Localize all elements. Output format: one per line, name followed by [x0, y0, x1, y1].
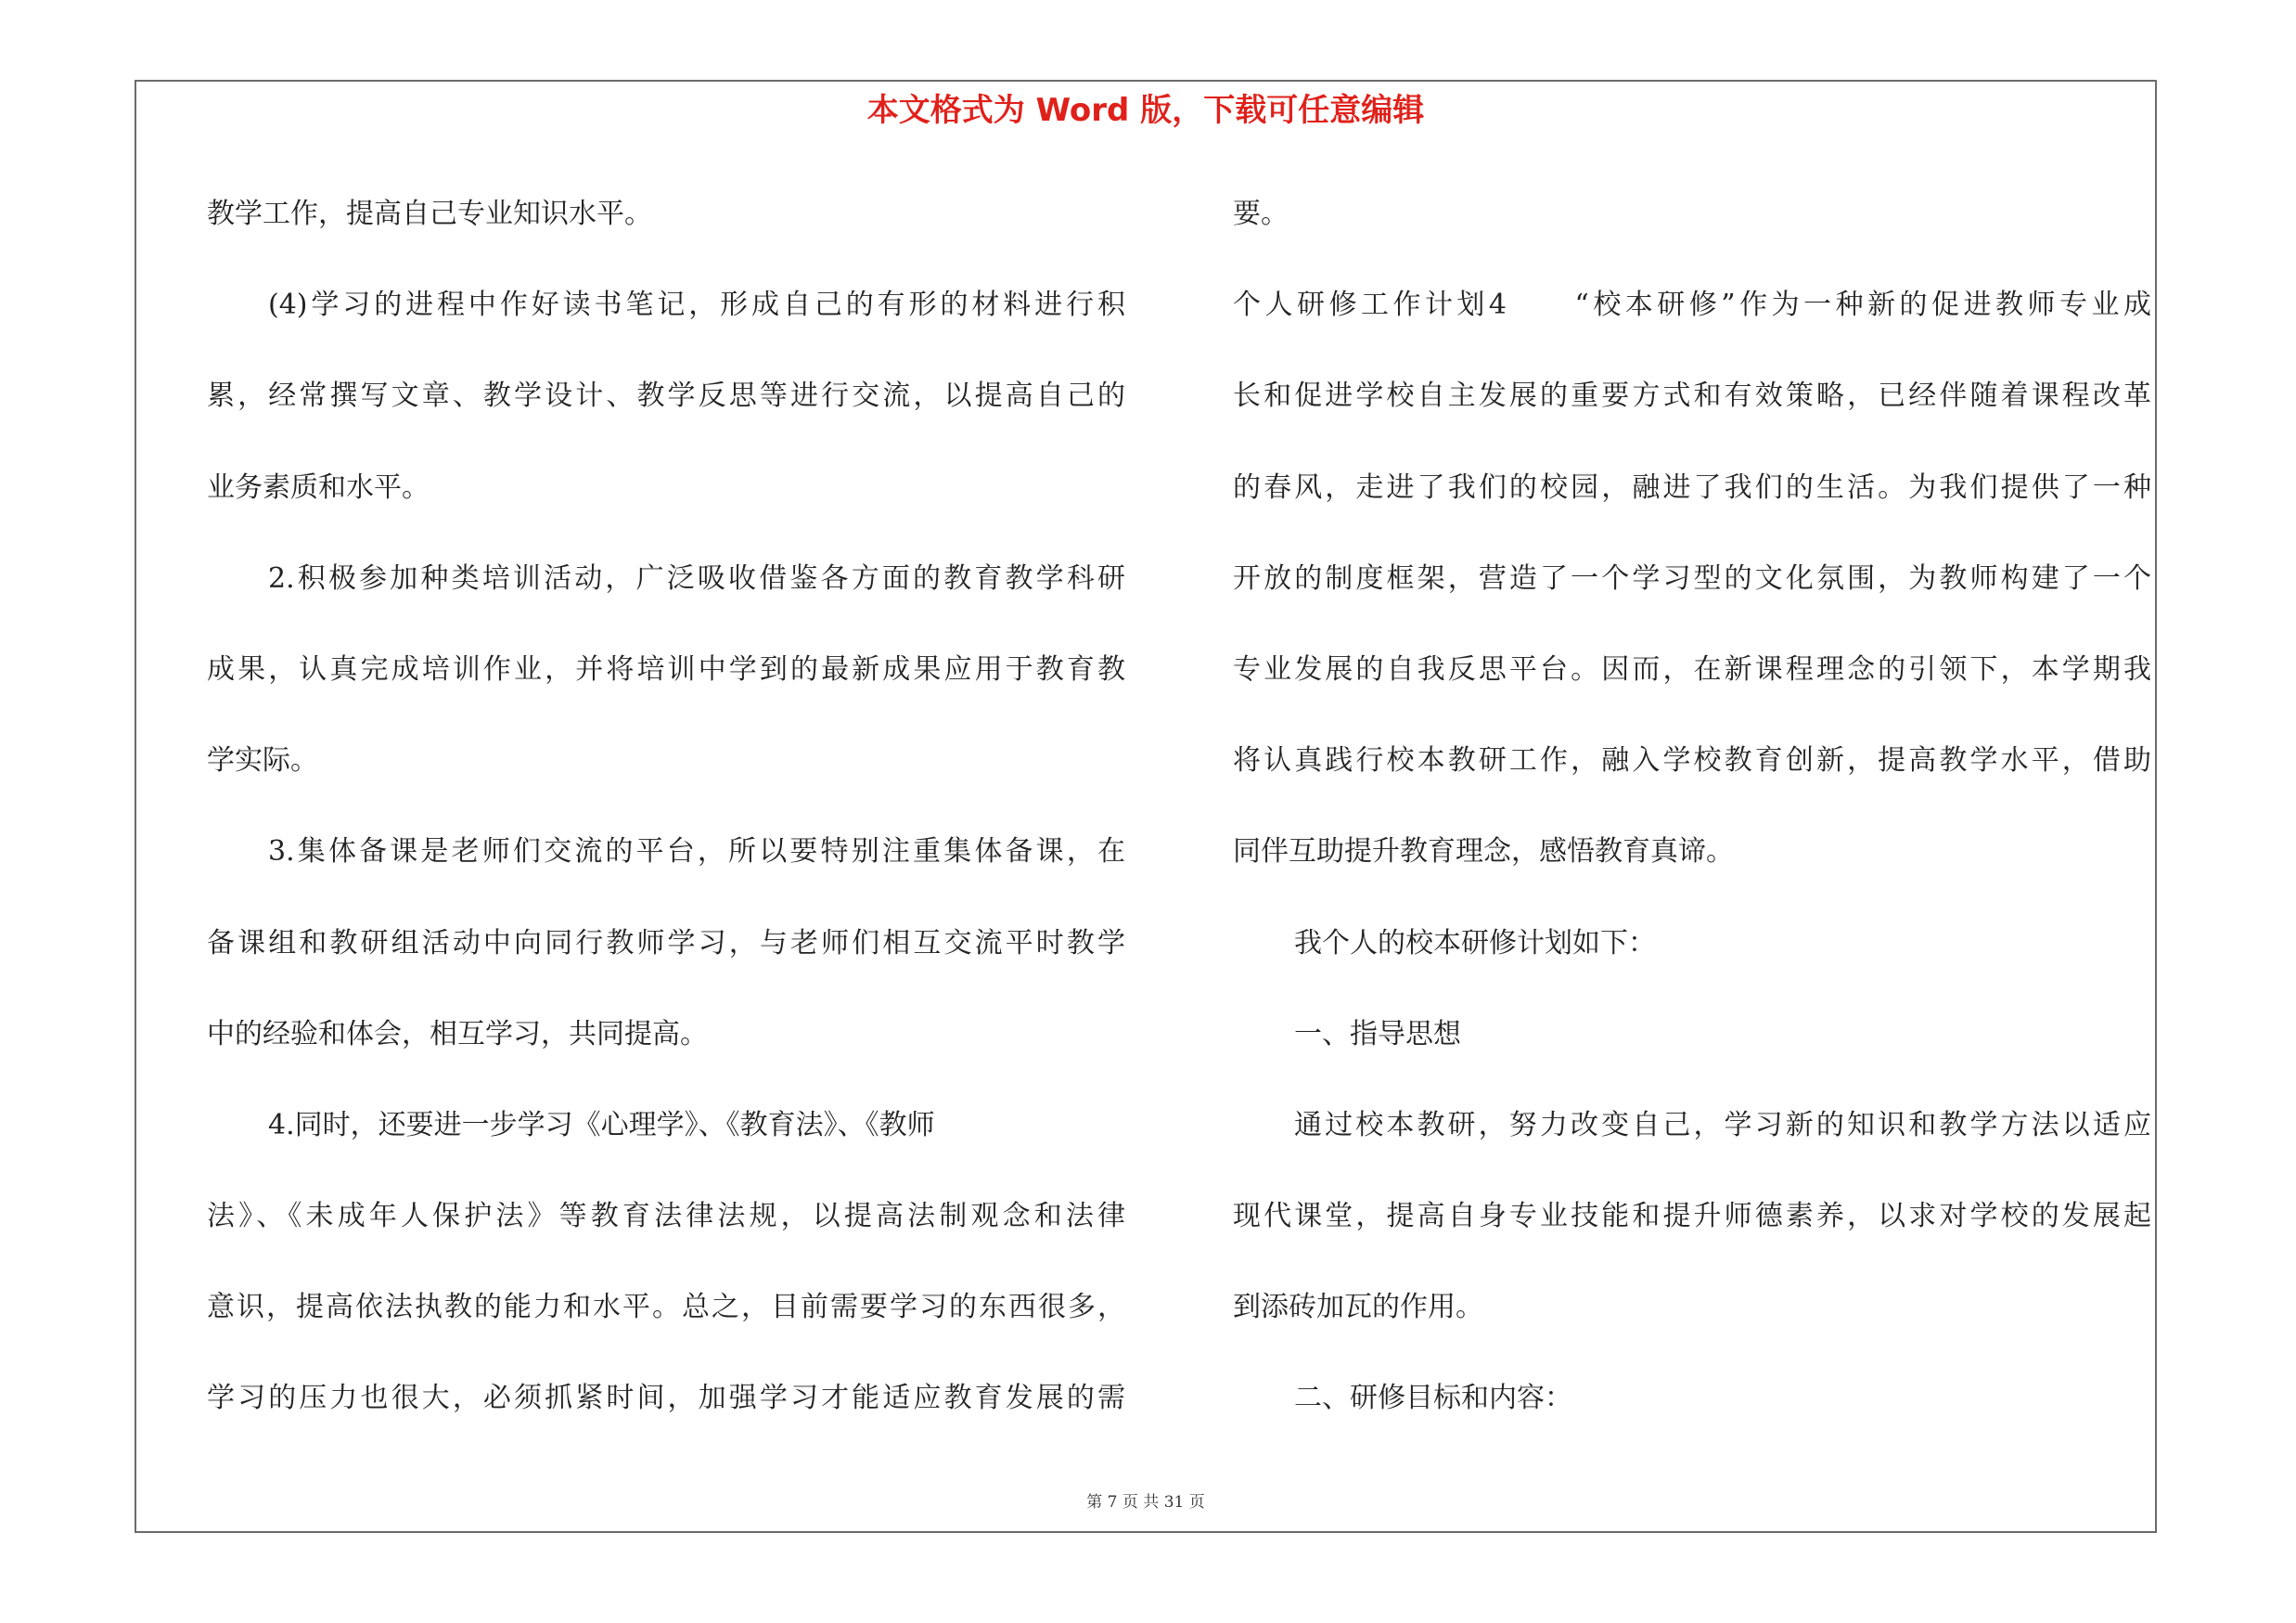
text-line: 同伴互助提升教育理念，感悟教育真谛。 — [1233, 835, 1734, 869]
text-line: 通过校本教研，努力改变自己，学习新的知识和教学方法以适应 — [1294, 1108, 2151, 1141]
document-page — [135, 80, 2157, 1533]
text-line: 到添砖加瓦的作用。 — [1233, 1291, 1483, 1324]
text-line: 备课组和教研组活动中向同行教师学习，与老师们相互交流平时教学 — [207, 926, 1125, 960]
text-line: 成果，认真完成培训作业，并将培训中学到的最新成果应用于教育教 — [207, 652, 1125, 686]
text-line: 意识，提高依法执教的能力和水平。总之，目前需要学习的东西很多， — [207, 1291, 1125, 1324]
text-line: 我个人的校本研修计划如下： — [1294, 926, 1656, 960]
text-line: (4)学习的进程中作好读书笔记，形成自己的有形的材料进行积 — [268, 289, 1125, 322]
text-line: 2.积极参加种类培训活动，广泛吸收借鉴各方面的教育教学科研 — [268, 561, 1125, 595]
text-line: 长和促进学校自主发展的重要方式和有效策略，已经伴随着课程改革 — [1233, 380, 2151, 413]
text-line: 的春风，走进了我们的校园，融进了我们的生活。为我们提供了一种 — [1233, 470, 2151, 504]
header-banner: 本文格式为 Word 版，下载可任意编辑 — [866, 92, 1425, 129]
text-line: 3.集体备课是老师们交流的平台，所以要特别注重集体备课，在 — [268, 835, 1125, 869]
text-line: 要。 — [1233, 198, 1289, 230]
text-line: 法》、《未成年人保护法》等教育法律法规，以提高法制观念和法律 — [207, 1200, 1125, 1233]
text-line: 中的经验和体会，相互学习，共同提高。 — [207, 1017, 708, 1050]
text-line: 4.同时，还要进一步学习《心理学》、《教育法》、《教师 — [268, 1108, 935, 1141]
text-line: 将认真践行校本教研工作，融入学校教育创新，提高教学水平，借助 — [1233, 744, 2151, 778]
text-line: 累，经常撰写文章、教学设计、教学反思等进行交流，以提高自己的 — [207, 380, 1125, 413]
text-line: 业务素质和水平。 — [207, 470, 430, 504]
section-heading: 二、研修目标和内容： — [1294, 1382, 1572, 1415]
text-line: 开放的制度框架，营造了一个学习型的文化氛围，为教师构建了一个 — [1233, 561, 2151, 595]
section-heading: 一、指导思想 — [1294, 1017, 1461, 1050]
text-line: 现代课堂，提高自身专业技能和提升师德素养，以求对学校的发展起 — [1233, 1200, 2151, 1233]
text-line: 学习的压力也很大，必须抓紧时间，加强学习才能适应教育发展的需 — [207, 1382, 1125, 1415]
right-column — [1233, 182, 2151, 1458]
text-line: 教学工作，提高自己专业知识水平。 — [207, 198, 652, 230]
text-line: 专业发展的自我反思平台。因而，在新课程理念的引领下，本学期我 — [1233, 652, 2151, 686]
page-number: 第 7 页 共 31 页 — [1086, 1493, 1205, 1512]
text-line: 个人研修工作计划4 “校本研修”作为一种新的促进教师专业成 — [1233, 289, 2151, 322]
text-line: 学实际。 — [207, 744, 318, 778]
left-column — [207, 182, 1125, 1458]
